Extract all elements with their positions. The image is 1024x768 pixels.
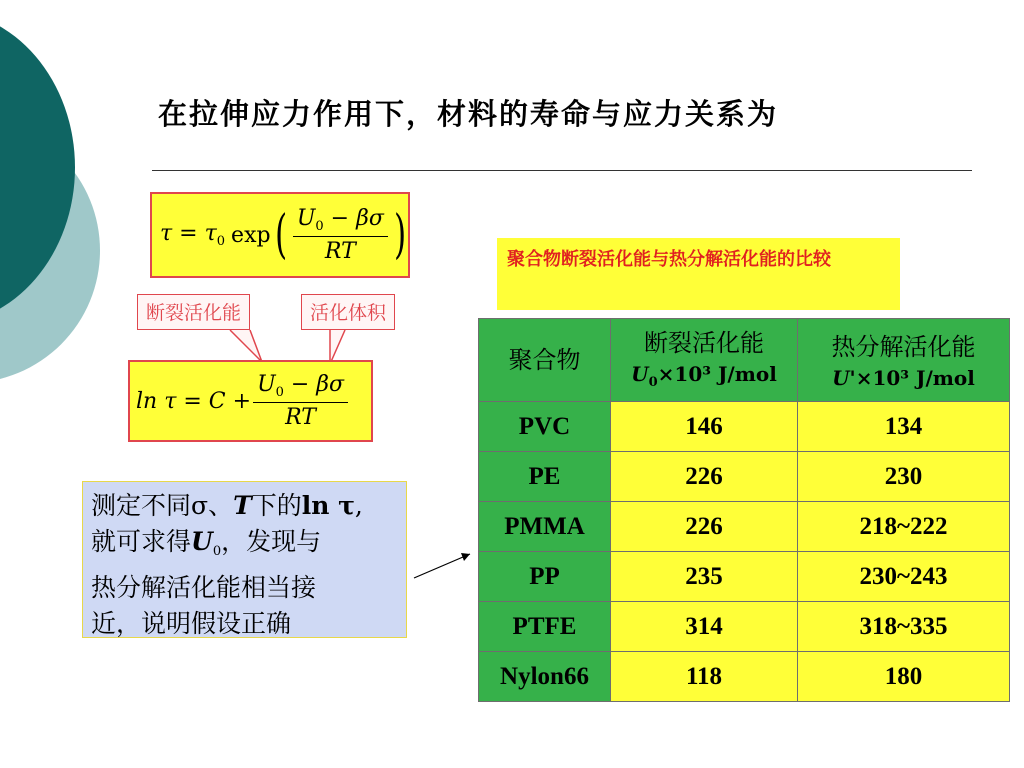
callout-activation-volume: 活化体积 [301,294,395,330]
header-decomposition-energy: 热分解活化能 U'×10³ J/mol [798,319,1010,402]
polymer-name: PTFE [479,602,611,652]
note-line-1: 测定不同σ、T下的ln τ, [91,491,363,520]
slide-title: 在拉伸应力作用下，材料的寿命与应力关系为 [158,97,779,131]
header-polymer: 聚合物 [479,319,611,402]
table-row [479,602,1010,652]
decomp-value: 318~335 [798,602,1010,652]
conclusion-note [82,481,407,638]
fracture-value: 314 [611,602,798,652]
decomp-value: 230 [798,452,1010,502]
table-row [479,452,1010,502]
fraction2-numerator: $U_0 - \beta\sigma$ [253,372,348,403]
pointer-fracture [230,330,262,362]
fracture-value: 226 [611,502,798,552]
fraction-denominator: RT [324,239,356,264]
formula2-lhs: ln τ = C + [136,388,252,414]
activation-energy-table [478,318,1010,702]
decomp-value: 134 [798,402,1010,452]
lifetime-formula [150,192,410,278]
note-line-4: 近，说明假设正确 [91,609,292,638]
table-caption: 聚合物断裂活化能与热分解活化能的比较 [497,238,900,310]
fracture-value: 226 [611,452,798,502]
formula-lhs: $\tau = \tau_0$ [160,221,226,249]
decomp-value: 230~243 [798,552,1010,602]
fraction-numerator: $U_0 - \beta\sigma$ [293,206,388,237]
fracture-value: 235 [611,552,798,602]
left-paren: ( [274,205,287,265]
arrow-head [461,553,470,561]
decomp-value: 218~222 [798,502,1010,552]
right-paren: ) [393,205,407,265]
table-row [479,402,1010,452]
formula-exp: exp [231,222,271,248]
fracture-value: 146 [611,402,798,452]
table-header-row [479,319,1010,402]
formula2-fraction [253,372,348,430]
decomp-value: 180 [798,652,1010,702]
table-row [479,552,1010,602]
polymer-name: PMMA [479,502,611,552]
polymer-name: PP [479,552,611,602]
table-row [479,652,1010,702]
table-row [479,502,1010,552]
formula-fraction [293,206,388,264]
log-lifetime-formula [128,360,373,442]
note-line-2: 就可求得$U_0$，发现与 [91,527,322,559]
fraction2-denominator: RT [285,405,316,430]
callout-fracture-energy: 断裂活化能 [137,294,250,330]
polymer-name: PVC [479,402,611,452]
polymer-name: PE [479,452,611,502]
note-line-3: 热分解活化能相当接 [91,573,317,602]
fracture-value: 118 [611,652,798,702]
polymer-name: Nylon66 [479,652,611,702]
pointer-volume [330,330,345,364]
title-divider [152,170,972,171]
header-fracture-energy: 断裂活化能 $U_0\times 10^3$ J/mol [611,319,798,402]
arrow-line [414,554,470,578]
